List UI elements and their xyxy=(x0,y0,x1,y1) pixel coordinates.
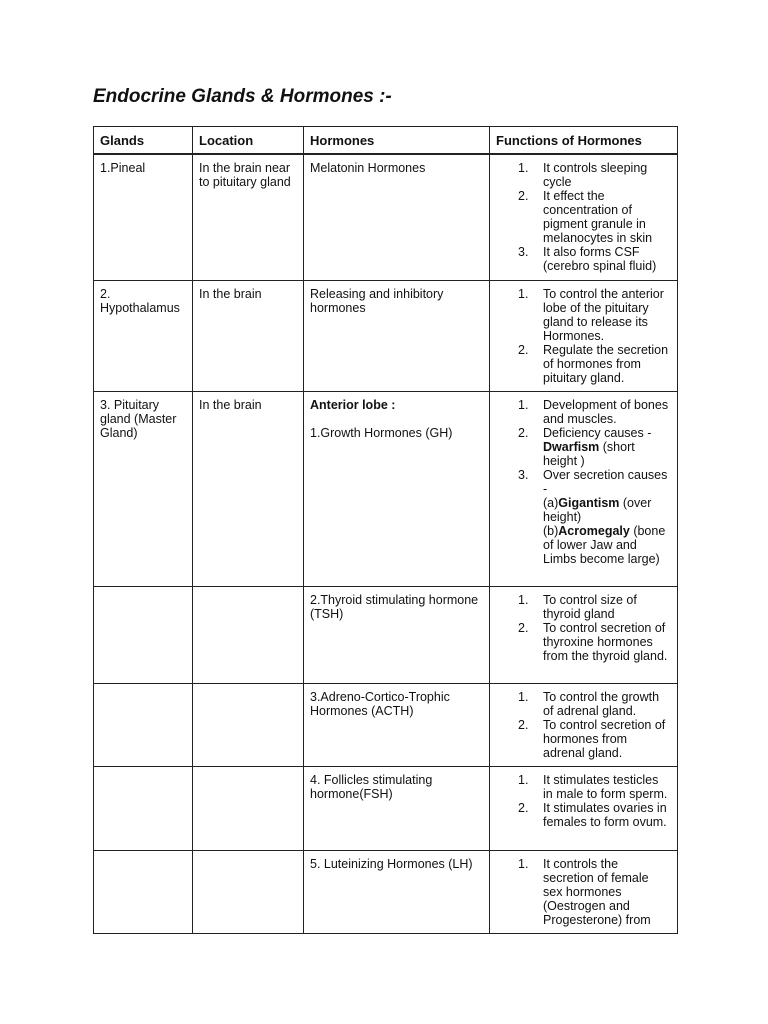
list-item: 2. To control secretion of thyroxine hormones from the thyroid gland. xyxy=(518,620,668,663)
hormone-text: 2.Thyroid stimulating hormone (TSH) xyxy=(310,592,479,621)
header-hormones: Hormones xyxy=(304,127,490,155)
list-item: 1. Development of bones and muscles. xyxy=(518,397,669,426)
hormone-cell xyxy=(304,391,490,586)
endocrine-table xyxy=(93,126,678,934)
location-text: In the brain near to pituitary gland xyxy=(199,161,291,189)
hormone-cell xyxy=(304,280,490,391)
function-bold: Gigantism xyxy=(558,495,620,510)
function-text: Deficiency causes - xyxy=(543,425,652,440)
functions-cell xyxy=(490,586,678,683)
functions-cell xyxy=(490,766,678,850)
list-item: 3. Over secretion causes - (a)Gigantism (over height) (b)Acromegaly (bone of lower Jaw and Limbs become large) xyxy=(518,467,668,566)
header-functions: Functions of Hormones xyxy=(490,127,678,155)
gland-text xyxy=(94,684,192,696)
gland-text: 2. Hypothalamus xyxy=(100,286,180,315)
gland-cell xyxy=(94,850,193,933)
hormone-cell xyxy=(304,154,490,280)
gland-text xyxy=(94,767,192,779)
functions-cell xyxy=(490,683,678,766)
hormone-cell xyxy=(304,683,490,766)
list-item: 2. It stimulates ovaries in females to form ovum. xyxy=(518,800,667,829)
location-cell xyxy=(193,766,304,850)
functions-cell xyxy=(490,391,678,586)
list-item: 2. To control secretion of hormones from adrenal gland. xyxy=(518,717,666,760)
function-text: (a) xyxy=(543,495,559,510)
hormone-text: 1.Growth Hormones (GH) xyxy=(310,425,453,440)
function-text: (short height ) xyxy=(543,439,635,468)
page-title: Endocrine Glands & Hormones :- xyxy=(93,86,392,107)
hormone-heading: Anterior lobe : xyxy=(310,397,396,412)
hormone-text: 4. Follicles stimulating hormone(FSH) xyxy=(310,772,433,801)
functions-cell xyxy=(490,154,678,280)
header-location: Location xyxy=(193,127,304,155)
function-text: (bone of lower Jaw and Limbs become large) xyxy=(543,523,666,566)
list-item: 1. It controls sleeping cycle xyxy=(518,161,648,189)
function-bold: Acromegaly xyxy=(558,523,630,538)
function-text: It effect the concentration of pigment granule in melanocytes in skin xyxy=(543,189,653,245)
list-item: 1. To control size of thyroid gland xyxy=(518,592,637,621)
location-text xyxy=(193,767,303,779)
function-text: It stimulates ovaries in females to form ovum. xyxy=(543,800,667,829)
location-text: In the brain xyxy=(199,286,262,301)
gland-cell xyxy=(94,683,193,766)
location-text xyxy=(193,684,303,696)
list-item: 2. Regulate the secretion of hormones from pituitary gland. xyxy=(518,342,669,385)
function-text: It controls sleeping cycle xyxy=(543,161,648,189)
location-text xyxy=(193,851,303,863)
gland-cell xyxy=(94,391,193,586)
function-text: To control size of thyroid gland xyxy=(543,592,637,621)
table-row xyxy=(94,586,678,683)
functions-list xyxy=(496,593,671,663)
list-item: 1. To control the growth of adrenal gland. xyxy=(518,689,660,718)
functions-list xyxy=(496,287,671,385)
list-item: 1. It stimulates testicles in male to form sperm. xyxy=(518,772,668,801)
hormone-cell xyxy=(304,586,490,683)
function-text: To control the growth of adrenal gland. xyxy=(543,689,660,718)
hormone-text: Melatonin Hormones xyxy=(310,161,426,175)
functions-cell xyxy=(490,280,678,391)
list-item: 2. Deficiency causes - Dwarfism (short height ) xyxy=(518,425,652,468)
table-row xyxy=(94,766,678,850)
table-row xyxy=(94,391,678,586)
table-row xyxy=(94,154,678,280)
function-text: It controls the secretion of female sex hormones (Oestrogen and Progesterone) from xyxy=(543,856,651,927)
location-cell xyxy=(193,850,304,933)
functions-list xyxy=(496,161,671,273)
function-text: (over height) xyxy=(543,495,652,524)
location-text xyxy=(193,587,303,599)
functions-list xyxy=(496,690,671,760)
function-text: To control secretion of thyroxine hormones from the thyroid gland. xyxy=(543,620,668,663)
gland-cell xyxy=(94,280,193,391)
function-text: It stimulates testicles in male to form sperm. xyxy=(543,772,668,801)
location-cell xyxy=(193,391,304,586)
functions-list xyxy=(496,773,671,829)
table-header-row xyxy=(94,127,678,155)
location-cell xyxy=(193,586,304,683)
functions-list xyxy=(496,857,671,927)
hormone-text: 5. Luteinizing Hormones (LH) xyxy=(310,856,473,871)
functions-cell xyxy=(490,850,678,933)
location-cell xyxy=(193,683,304,766)
table-row xyxy=(94,850,678,933)
function-text: To control secretion of hormones from adrenal gland. xyxy=(543,717,666,760)
table-row xyxy=(94,683,678,766)
functions-list xyxy=(496,398,671,566)
list-item: 1. It controls the secretion of female sex hormones (Oestrogen and Progesterone) from xyxy=(518,856,651,927)
function-bold: Dwarfism xyxy=(543,439,600,454)
hormone-cell xyxy=(304,850,490,933)
gland-text xyxy=(94,851,192,863)
function-text: (b) xyxy=(543,523,559,538)
list-item: 3. It also forms CSF (cerebro spinal fluid) xyxy=(518,245,657,273)
hormone-cell xyxy=(304,766,490,850)
function-text: It also forms CSF (cerebro spinal fluid) xyxy=(543,245,657,273)
gland-cell xyxy=(94,154,193,280)
table-row xyxy=(94,280,678,391)
function-text: Development of bones and muscles. xyxy=(543,397,669,426)
gland-text xyxy=(94,587,192,599)
hormone-text: Releasing and inhibitory hormones xyxy=(310,286,444,315)
list-item: 2. It effect the concentration of pigment granule in melanocytes in skin xyxy=(518,189,653,245)
function-text: Regulate the secretion of hormones from pituitary gland. xyxy=(543,342,669,385)
hormone-text: 3.Adreno-Cortico-Trophic Hormones (ACTH) xyxy=(310,689,450,718)
header-glands: Glands xyxy=(94,127,193,155)
gland-cell xyxy=(94,586,193,683)
location-cell xyxy=(193,154,304,280)
location-text: In the brain xyxy=(199,397,262,412)
function-text: To control the anterior lobe of the pituitary gland to release its Hormones. xyxy=(543,286,664,343)
gland-text: 3. Pituitary gland (Master Gland) xyxy=(100,397,177,440)
location-cell xyxy=(193,280,304,391)
gland-cell xyxy=(94,766,193,850)
list-item: 1. To control the anterior lobe of the pituitary gland to release its Hormones. xyxy=(518,286,664,343)
gland-text: 1.Pineal xyxy=(100,161,146,175)
function-text: Over secretion causes - xyxy=(543,467,668,496)
